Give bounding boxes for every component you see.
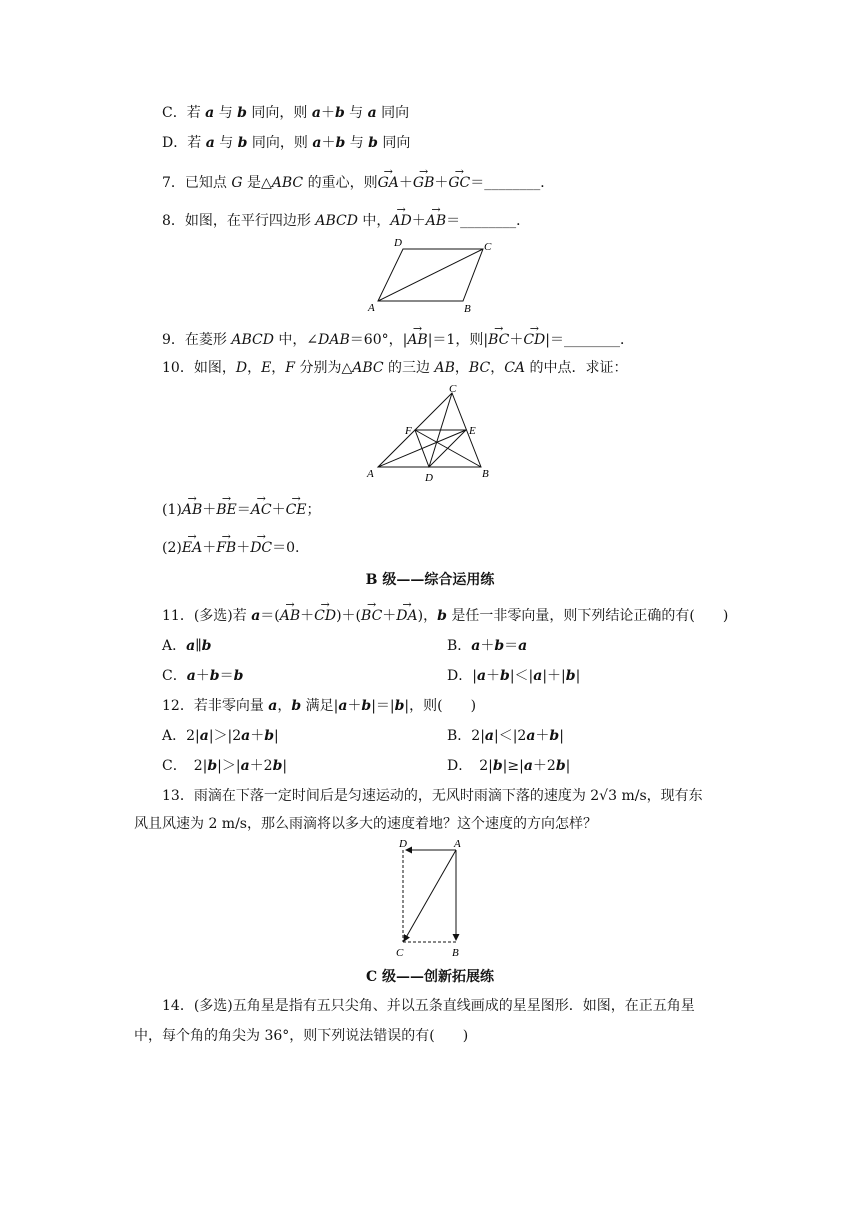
fig10-label-c: C <box>449 383 457 395</box>
q11-option-c: C．a＋b＝b <box>162 668 244 684</box>
fig8-label-b: B <box>464 303 471 315</box>
q12-option-b: B．2|a|＜|2a＋b| <box>447 728 564 744</box>
fig10-label-e: E <box>469 425 476 437</box>
question-14-line-1: 14．(多选)五角星是指有五只尖角、并以五条直线画成的星星图形．如图，在正五角星 <box>162 998 695 1014</box>
question-9: 9．在菱形 ABCD 中，∠DAB＝60°，|→ AB|＝1，则|→ BC＋→ CD|＝________． <box>162 330 634 350</box>
question-13-line-1: 13．雨滴在下落一定时间后是匀速运动的，无风时雨滴下落的速度为 2√3 m/s，现有东 <box>162 788 703 804</box>
q6-option-c: C．若 a 与 b 同向，则 a＋b 与 a 同向 <box>162 105 410 121</box>
question-10-part-1: (1)→ AB＋→ BE＝→ AC＋→ CE； <box>162 500 321 520</box>
fig10-label-b: B <box>482 468 489 480</box>
q11-option-b: B．a＋b＝a <box>447 638 528 654</box>
question-8: 8．如图，在平行四边形 ABCD 中，→ AD＋→ AB＝________． <box>162 211 530 231</box>
question-10-stem: 10．如图，D，E，F 分别为△ABC 的三边 AB，BC，CA 的中点．求证： <box>162 360 628 376</box>
q12-option-c: C． 2|b|＞|a＋2b| <box>162 758 288 774</box>
q11-option-d: D．|a＋b|＜|a|＋|b| <box>447 668 581 684</box>
question-11-stem: 11．(多选)若 a＝(→ AB＋→ CD)＋(→ BC＋→ DA)，b 是任一非零向量，则下列结论正确的有( ) <box>162 606 728 626</box>
fig8-label-d: D <box>394 237 402 249</box>
fig13-label-c: C <box>396 947 404 959</box>
question-14-line-2: 中，每个角的角尖为 36°，则下列说法错误的有( ) <box>134 1028 469 1044</box>
q12-option-a: A．2|a|＞|2a＋b| <box>162 728 279 744</box>
question-12-stem: 12．若非零向量 a，b 满足|a＋b|＝|b|，则( ) <box>162 698 477 714</box>
fig13-label-a: A <box>454 838 461 850</box>
fig13-label-d: D <box>399 838 407 850</box>
fig13-label-b: B <box>452 947 459 959</box>
fig10-label-a: A <box>367 468 374 480</box>
fig8-label-c: C <box>484 241 492 253</box>
q6-option-d: D．若 a 与 b 同向，则 a＋b 与 b 同向 <box>162 135 411 151</box>
q11-option-a: A．a∥b <box>162 638 212 654</box>
parallelogram-figure <box>365 236 495 316</box>
rain-velocity-figure <box>390 836 470 962</box>
question-13-line-2: 风且风速为 2 m/s，那么雨滴将以多大的速度着地？这个速度的方向怎样？ <box>134 816 597 832</box>
fig10-label-f: F <box>405 425 412 437</box>
section-c-heading: C 级——创新拓展练 <box>365 969 495 985</box>
fig10-label-d: D <box>425 472 433 484</box>
question-10-part-2: (2)→ EA＋→ FB＋→ DC＝0. <box>162 538 300 558</box>
fig8-label-a: A <box>368 302 375 314</box>
triangle-midpoints-figure <box>365 382 495 484</box>
question-7: 7．已知点 G 是△ABC 的重心，则→ GA＋→ GB＋→ GC＝________． <box>162 173 554 193</box>
section-b-heading: B 级——综合运用练 <box>365 572 495 588</box>
q12-option-d: D． 2|b|≥|a＋2b| <box>447 758 571 774</box>
